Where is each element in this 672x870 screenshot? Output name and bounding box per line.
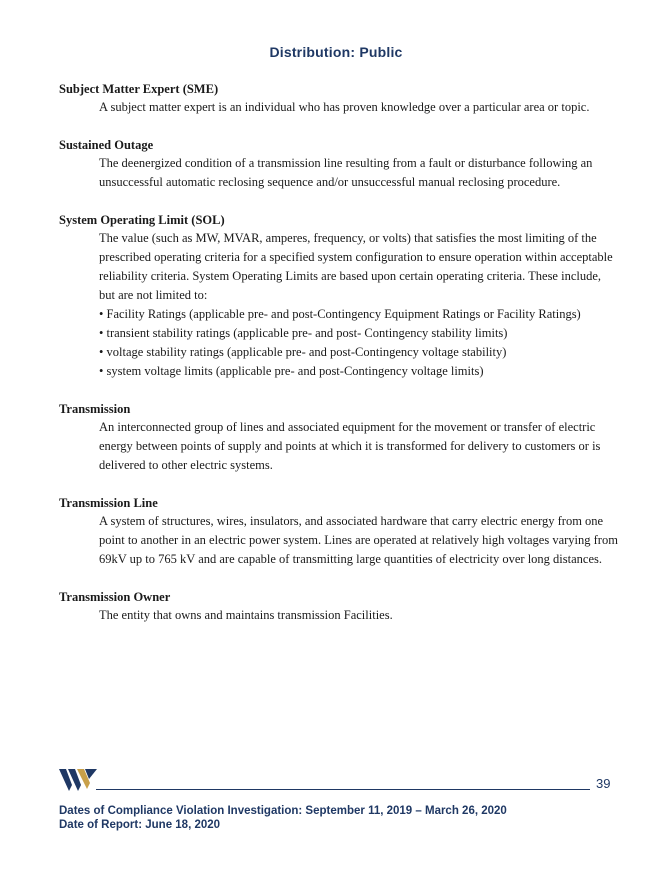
wecc-logo-icon (59, 767, 99, 791)
report-date: Date of Report: June 18, 2020 (59, 819, 221, 831)
list-item: • voltage stability ratings (applicable pre- and post-Contingency voltage stability) (99, 345, 507, 359)
term-definition: A system of structures, wires, insulators, and associated hardware that carry electric energy from one point to another in an electric power system. Lines are operated at relatively high voltages varying from 69kV up to 765 kV and are capable of transmitting large quantities of electricity over long distances. (99, 514, 618, 566)
term-definition: An interconnected group of lines and associated equipment for the movement or transfer of electric energy between points of supply and points at which it is transformed for delivery to customers or is delivered to other electric systems. (99, 420, 601, 472)
term-title: Subject Matter Expert (SME) (59, 82, 219, 96)
term-transmission-line (59, 494, 619, 569)
term-transmission-owner (59, 588, 619, 625)
investigation-dates: Dates of Compliance Violation Investigation: September 11, 2019 – March 26, 2020 (59, 805, 507, 817)
page-number: 39 (596, 776, 611, 791)
term-title: Transmission Line (59, 496, 158, 510)
term-title: Transmission (59, 402, 131, 416)
list-item: • transient stability ratings (applicable pre- and post- Contingency stability limits) (99, 326, 508, 340)
term-definition: The value (such as MW, MVAR, amperes, frequency, or volts) that satisfies the most limiting of the prescribed operating criteria for a specified system configuration to ensure operation within acceptable reliability criteria. System Operating Limits are based upon certain operating criteria. These include, but are not limited to: (99, 231, 613, 302)
glossary-content (59, 80, 619, 644)
distribution-header: Distribution: Public (269, 44, 403, 60)
term-sol (59, 211, 619, 381)
list-item: • system voltage limits (applicable pre- and post-Contingency voltage limits) (99, 364, 484, 378)
term-definition: A subject matter expert is an individual who has proven knowledge over a particular area or topic. (99, 100, 590, 114)
list-item: • Facility Ratings (applicable pre- and post-Contingency Equipment Ratings or Facility Ratings) (99, 307, 581, 321)
footer-dates (59, 804, 507, 832)
term-definition: The entity that owns and maintains transmission Facilities. (99, 608, 393, 622)
term-transmission (59, 400, 619, 475)
sol-criteria-list (99, 305, 619, 381)
term-definition: The deenergized condition of a transmission line resulting from a fault or disturbance following an unsuccessful automatic reclosing sequence and/or unsuccessful manual reclosing procedure. (99, 156, 593, 189)
term-title: Sustained Outage (59, 138, 154, 152)
term-title: Transmission Owner (59, 590, 171, 604)
term-sme (59, 80, 619, 117)
term-title: System Operating Limit (SOL) (59, 213, 225, 227)
term-sustained-outage (59, 136, 619, 192)
footer-divider (96, 789, 590, 790)
